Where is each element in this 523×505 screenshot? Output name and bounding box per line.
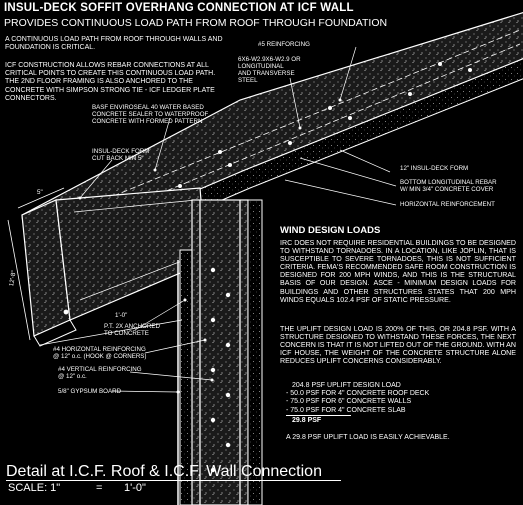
label-gypsum-board: 5/8" GYPSUM BOARD xyxy=(58,388,122,395)
label-mesh: 6X6-W2.9X6-W2.9 OR LONGITUDINAL AND TRANSVERSE STEEL xyxy=(238,56,301,84)
drawing-title: INSUL-DECK SOFFIT OVERHANG CONNECTION AT ICF WALL xyxy=(4,2,354,14)
label-horizontal-reinforcing: #4 HORIZONTAL REINFORCING @ 12" o.c. (HOOK @ CORNERS) xyxy=(53,346,147,360)
uplift-walls: - 75.0 PSF FOR 6" CONCRETE WALLS xyxy=(286,398,412,406)
uplift-conclusion: A 29.8 PSF UPLIFT LOAD IS EASILY ACHIEVABLE. xyxy=(286,434,450,441)
label-basf-sealer: BASF ENVIROSEAL 40 WATER BASED CONCRETE SEALER TO WATERPROOF CONCRETE WITH FORMED PATTERN xyxy=(92,104,209,125)
intro-paragraph-1: A CONTINUOUS LOAD PATH FROM ROOF THROUGH WALLS AND FOUNDATION IS CRITICAL. xyxy=(5,36,223,52)
title-underline xyxy=(6,480,341,481)
label-vertical-reinforcing: #4 VERTICAL REINFORCING @ 12" o.c. xyxy=(58,366,142,380)
scale-label: SCALE: 1" xyxy=(8,482,61,494)
uplift-calculation xyxy=(286,382,429,425)
uplift-roof: - 50.0 PSF FOR 4" CONCRETE ROOF DECK xyxy=(286,390,430,398)
label-reinforcing-5: #5 REINFORCING xyxy=(258,41,310,48)
label-insuldeck-12: 12" INSUL-DECK FORM xyxy=(400,165,469,172)
uplift-slab: - 75.0 PSF FOR 4" CONCRETE SLAB xyxy=(286,406,406,414)
wind-heading: WIND DESIGN LOADS xyxy=(280,225,381,236)
wind-paragraph-2: THE UPLIFT DESIGN LOAD IS 200% OF THIS, OR 204.8 PSF. WITH A STRUCTURE DESIGNED TO WITHSTAND THESE FORCES, THE NEXT CONCERN IS THAT IT IS NOT LIFTED OUT OF THE GROUND. WITH AN ICF HOUSE, THE WEIGHT OF THE CONCRETE STRUCTURE ALONE REDUCES UPLIFT CONCERNS CONSIDERABLY. xyxy=(280,325,516,366)
dimension-12ft8in: 12'-8" xyxy=(8,270,18,287)
label-horizontal-reinforcement: HORIZONTAL REINFORCEMENT xyxy=(400,201,495,208)
dimension-5in: 5" xyxy=(37,189,43,196)
dimension-1ft: 1'-0" xyxy=(115,312,128,319)
label-bottom-rebar: BOTTOM LONGITUDINAL REBAR W/ MIN 3/4" CONCRETE COVER xyxy=(400,179,497,193)
scale-value: 1'-0" xyxy=(124,482,146,494)
uplift-design-load: 204.8 PSF UPLIFT DESIGN LOAD xyxy=(292,382,401,389)
label-pt-2x: P.T. 2X ANCHORED TO CONCRETE xyxy=(104,323,160,337)
detail-title: Detail at I.C.F. Roof & I.C.F. Wall Connection xyxy=(6,463,322,480)
scale-equals: = xyxy=(96,482,103,494)
uplift-total: 29.8 PSF xyxy=(286,415,351,425)
label-form-cut-back: INSUL-DECK FORM CUT BACK MIN 5" xyxy=(92,148,150,162)
icf-wall xyxy=(180,200,262,505)
intro-paragraph-2: ICF CONSTRUCTION ALLOWS REBAR CONNECTIONS AT ALL CRITICAL POINTS TO CREATE THIS CONTINUOUS LOAD PATH. THE 2ND FLOOR FRAMING IS ALSO ANCHORED TO THE CONCRETE WITH SIMPSON STRONG TIE - ICF LEDGER PLATE CONNECTORS. xyxy=(5,62,216,102)
wind-paragraph-1: IRC DOES NOT REQUIRE RESIDENTIAL BUILDINGS TO BE DESIGNED TO WITHSTAND TORNADOES. IN A LOCATION, LIKE JOPLIN, THAT IS SUSCEPTIBLE TO SEVERE TORNADOES, THIS IS NOT SUFFICIENT CRITERIA. FEMA'S RECOMMENDED SAFE ROOM CONSTRUCTION IS DESIGNED FOR 200 MPH WINDS, AND THIS IS THE STRUCTURAL BASIS OF OUR DESIGN. ASCE - MINIMUM DESIGN LOADS FOR BUILDINGS AND OTHER STRUCTURES STATES THAT 200 MPH WINDS EQUALS 102.4 PSF OF STATIC PRESSURE. xyxy=(280,239,516,304)
drawing-subtitle: PROVIDES CONTINUOUS LOAD PATH FROM ROOF THROUGH FOUNDATION xyxy=(4,17,388,29)
